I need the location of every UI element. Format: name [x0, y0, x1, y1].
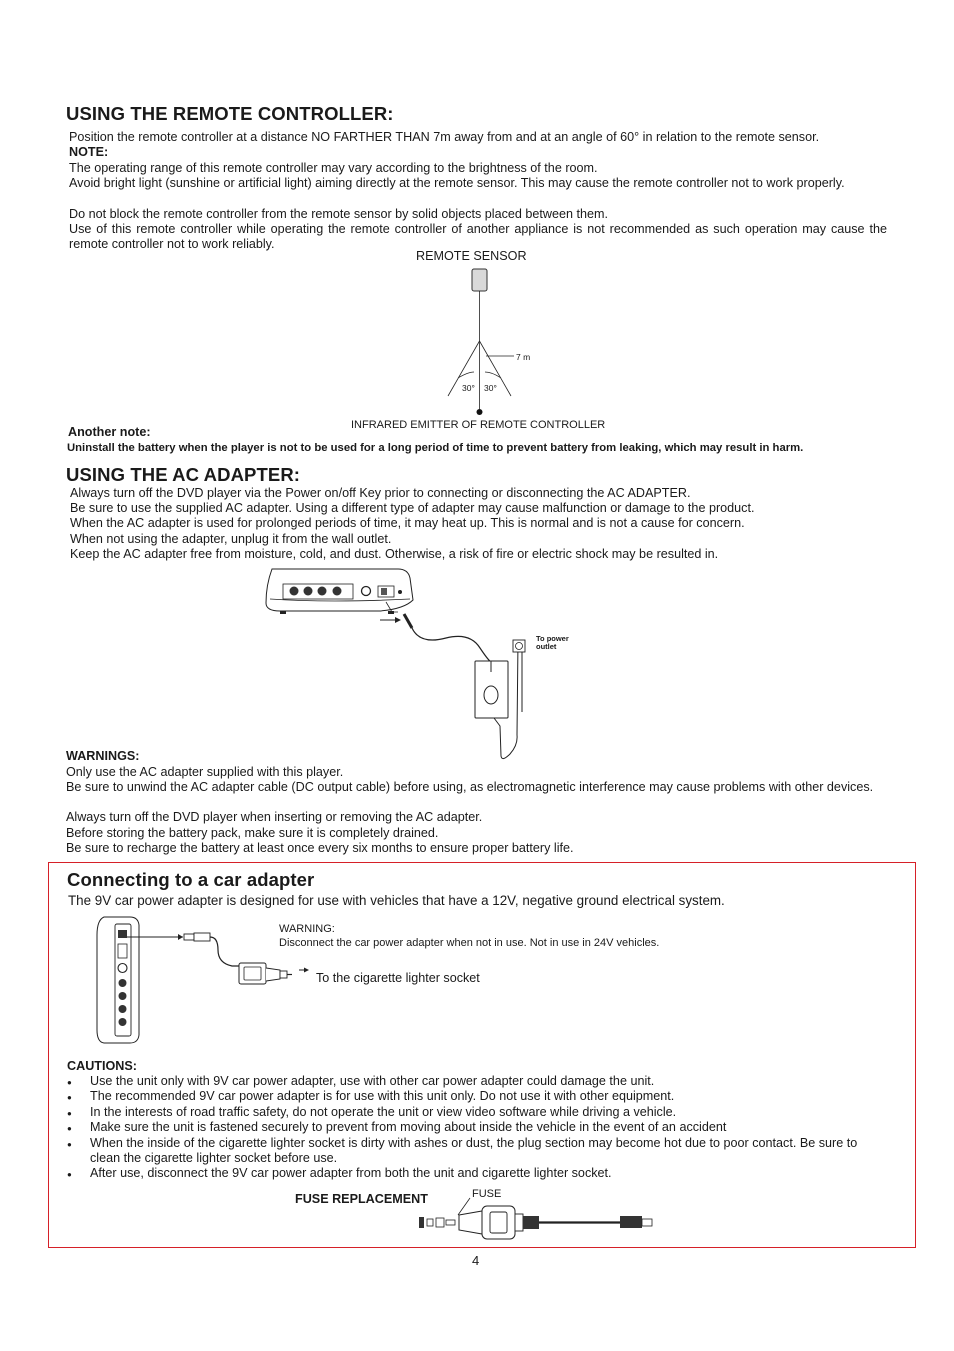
remote-sensor-label: REMOTE SENSOR: [416, 249, 527, 263]
caution-item-2: ● The recommended 9V car power adapter is for use with this unit only. Do not use it with other equipment.: [66, 1089, 886, 1104]
car-intro: The 9V car power adapter is designed for use with vehicles that have a 12V, negative ground electrical system.: [68, 893, 725, 908]
ac-line-2: Be sure to use the supplied AC adapter. Using a different type of adapter may cause malfunction or damage to the product.: [70, 501, 755, 515]
note-line-1: The operating range of this remote controller may vary according to the brightness of the room.: [69, 161, 598, 175]
caution-item-4: ● Make sure the unit is fastened securely to prevent from moving about inside the vehicle in the event of an accident: [66, 1120, 886, 1135]
ac-line-1: Always turn off the DVD player via the Power on/off Key prior to connecting or disconnecting the AC ADAPTER.: [70, 486, 691, 500]
another-note-label: Another note:: [68, 425, 151, 439]
outlet-label-line-1: To power: [536, 634, 569, 643]
car-warning-text: Disconnect the car power adapter when not in use. Not in use in 24V vehicles.: [279, 937, 660, 949]
another-note-text: Uninstall the battery when the player is not to be used for a long period of time to prevent battery from leaking, which may result in harm.: [67, 442, 804, 454]
ac-heading: USING THE AC ADAPTER:: [66, 464, 301, 485]
warnings-label: WARNINGS:: [66, 749, 140, 763]
angle-right-label: 30°: [484, 383, 497, 393]
angle-left-label: 30°: [462, 383, 475, 393]
caution-item-5: ● When the inside of the cigarette lighter socket is dirty with ashes or dust, the plug section may become hot due to poor contact. Be sure to clean the cigarette lighter socket before use.: [66, 1136, 886, 1167]
ac-line-4: When not using the adapter, unplug it from the wall outlet.: [70, 532, 392, 546]
warning-line-3: Always turn off the DVD player when inserting or removing the AC adapter.: [66, 810, 483, 824]
ac-line-3: When the AC adapter is used for prolonged periods of time, it may heat up. This is normal and is not a cause for concern.: [70, 516, 745, 530]
note-label: NOTE:: [69, 145, 109, 159]
caution-item-3: ● In the interests of road traffic safety, do not operate the unit or view video software while driving a vehicle.: [66, 1105, 886, 1120]
ac-line-5: Keep the AC adapter free from moisture, cold, and dust. Otherwise, a risk of fire or electric shock may be resulted in.: [70, 547, 719, 561]
page-number: 4: [472, 1253, 480, 1268]
warning-line-2: Be sure to unwind the AC adapter cable (DC output cable) before using, as electromagnetic interference may cause problems with other devices.: [66, 780, 874, 794]
note-line-3: Do not block the remote controller from the remote sensor by solid objects placed between them.: [69, 207, 609, 221]
car-heading: Connecting to a car adapter: [67, 869, 315, 890]
distance-label: 7 m: [516, 352, 531, 362]
remote-heading: USING THE REMOTE CONTROLLER:: [66, 103, 394, 124]
fuse-replacement-heading: FUSE REPLACEMENT: [295, 1192, 428, 1206]
warning-line-1: Only use the AC adapter supplied with this player.: [66, 765, 344, 779]
warning-line-5: Be sure to recharge the battery at least once every six months to ensure proper battery life.: [66, 841, 574, 855]
cautions-label: CAUTIONS:: [67, 1059, 137, 1073]
cigarette-socket-label: To the cigarette lighter socket: [316, 971, 480, 985]
car-warning-label: WARNING:: [279, 923, 335, 935]
emitter-label: INFRARED EMITTER OF REMOTE CONTROLLER: [351, 419, 606, 431]
caution-item-1: ● Use the unit only with 9V car power adapter, use with other car power adapter could damage the unit.: [66, 1074, 886, 1089]
warning-line-4: Before storing the battery pack, make sure it is completely drained.: [66, 826, 439, 840]
caution-item-6: ● After use, disconnect the 9V car power adapter from both the unit and cigarette lighter socket.: [66, 1166, 886, 1181]
fuse-label: FUSE: [472, 1188, 502, 1200]
note-line-4: Use of this remote controller while operating the remote controller of another appliance is not recommended as such operation may cause the remote controller not to work reliably.: [69, 222, 887, 252]
outlet-label-line-2: outlet: [536, 642, 557, 651]
note-line-2: Avoid bright light (sunshine or artificial light) aiming directly at the remote sensor. This may cause the remote controller not to work properly.: [69, 176, 845, 190]
remote-intro: Position the remote controller at a distance NO FARTHER THAN 7m away from and at an angle of 60° in relation to the remote sensor.: [69, 130, 820, 144]
